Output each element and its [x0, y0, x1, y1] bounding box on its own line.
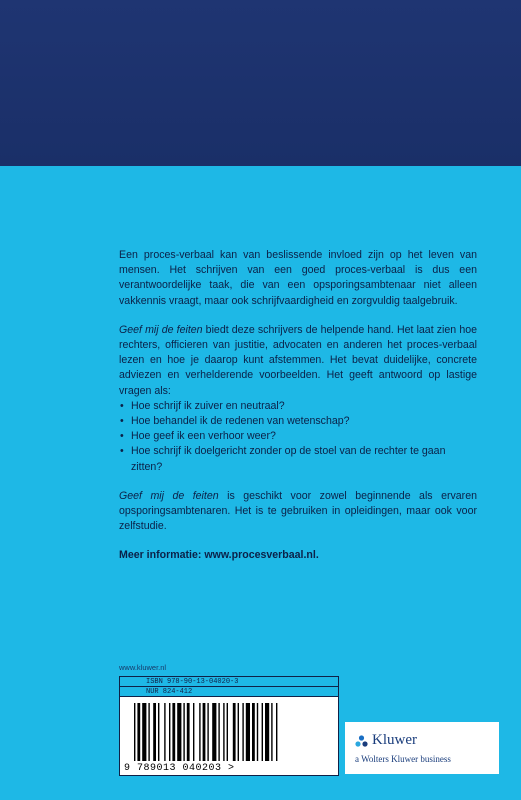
barcode-bar: [218, 703, 219, 761]
barcode-bar: [207, 703, 208, 761]
barcode-bar: [212, 703, 216, 761]
barcode: [119, 696, 339, 776]
barcode-bar: [142, 703, 146, 761]
barcode-bar: [169, 703, 170, 761]
barcode-bar: [164, 703, 165, 761]
barcode-bar: [265, 703, 269, 761]
barcode-bars: [134, 703, 324, 761]
barcode-bar: [223, 703, 224, 761]
publisher-tagline: a Wolters Kluwer business: [355, 754, 451, 764]
book-title-italic: Geef mij de feiten: [119, 323, 203, 336]
barcode-bar: [203, 703, 206, 761]
book-title-italic: Geef mij de feiten: [119, 489, 219, 502]
barcode-bar: [238, 703, 239, 761]
barcode-bar: [193, 703, 194, 761]
nur-label: NUR 824-412: [119, 686, 339, 696]
third-paragraph: [119, 489, 477, 535]
more-info-link[interactable]: Meer informatie: www.procesverbaal.nl.: [119, 549, 319, 562]
barcode-bar: [227, 703, 228, 761]
barcode-bar: [177, 703, 181, 761]
barcode-bar: [148, 703, 149, 761]
barcode-bar: [257, 703, 258, 761]
barcode-bar: [137, 703, 140, 761]
barcode-bar: [153, 703, 156, 761]
barcode-bar: [276, 703, 277, 761]
barcode-bar: [134, 703, 135, 761]
question-item: • Hoe geef ik een verhoor weer?: [119, 429, 477, 444]
barcode-bar: [158, 703, 159, 761]
barcode-digits: 9 789013 040203 >: [124, 763, 235, 774]
question-item: • Hoe schrijf ik zuiver en neutraal?: [119, 399, 477, 414]
back-cover-blurb: [119, 248, 477, 578]
third-paragraph-text: is geschikt voor zowel beginnende als ervaren opsporingsambtenaren. Het is te gebruiken in opleidingen, maar ook voor zelfstudie.: [119, 489, 477, 533]
barcode-bar: [271, 703, 272, 761]
barcode-bar: [246, 703, 250, 761]
question-list: [119, 399, 477, 475]
kluwer-logo-icon: [355, 735, 368, 748]
barcode-bar: [262, 703, 263, 761]
barcode-bar: [172, 703, 175, 761]
top-color-band: [0, 0, 521, 166]
barcode-bar: [199, 703, 200, 761]
question-item: • Hoe behandel ik de redenen van wetenschap?: [119, 414, 477, 429]
publisher-website[interactable]: www.kluwer.nl: [119, 663, 167, 672]
second-paragraph: [119, 323, 477, 399]
barcode-bar: [233, 703, 236, 761]
isbn-label: ISBN 978-90-13-04020-3: [119, 676, 339, 686]
question-item: • Hoe schrijf ik doelgericht zonder op de stoel van de rechter te gaan zitten?: [119, 444, 477, 474]
second-paragraph-text: biedt deze schrijvers de helpende hand. Het laat zien hoe rechters, officieren van justitie, advocaten en anderen het proces-verbaal lezen en hoe je daarop kunt afstemmen. Het bevat duidelijke, concrete adviezen en verhelderende voorbeelden. Het geeft antwoord op lastige vragen als:: [119, 323, 477, 397]
barcode-bar: [252, 703, 255, 761]
intro-paragraph: Een proces-verbaal kan van beslissende invloed zijn op het leven van mensen. Het schrijven van een goed proces-verbaal is dus een verantwoordelijke taak, die van een opsporingsambtenaar niet alleen vakkennis vraagt, maar ook schrijfvaardigheid en zorgvuldig taalgebruik.: [119, 249, 477, 307]
publisher-name: Kluwer: [372, 732, 417, 748]
barcode-bar: [242, 703, 243, 761]
publisher-logo-box: [345, 722, 499, 774]
barcode-bar: [187, 703, 190, 761]
barcode-bar: [183, 703, 184, 761]
